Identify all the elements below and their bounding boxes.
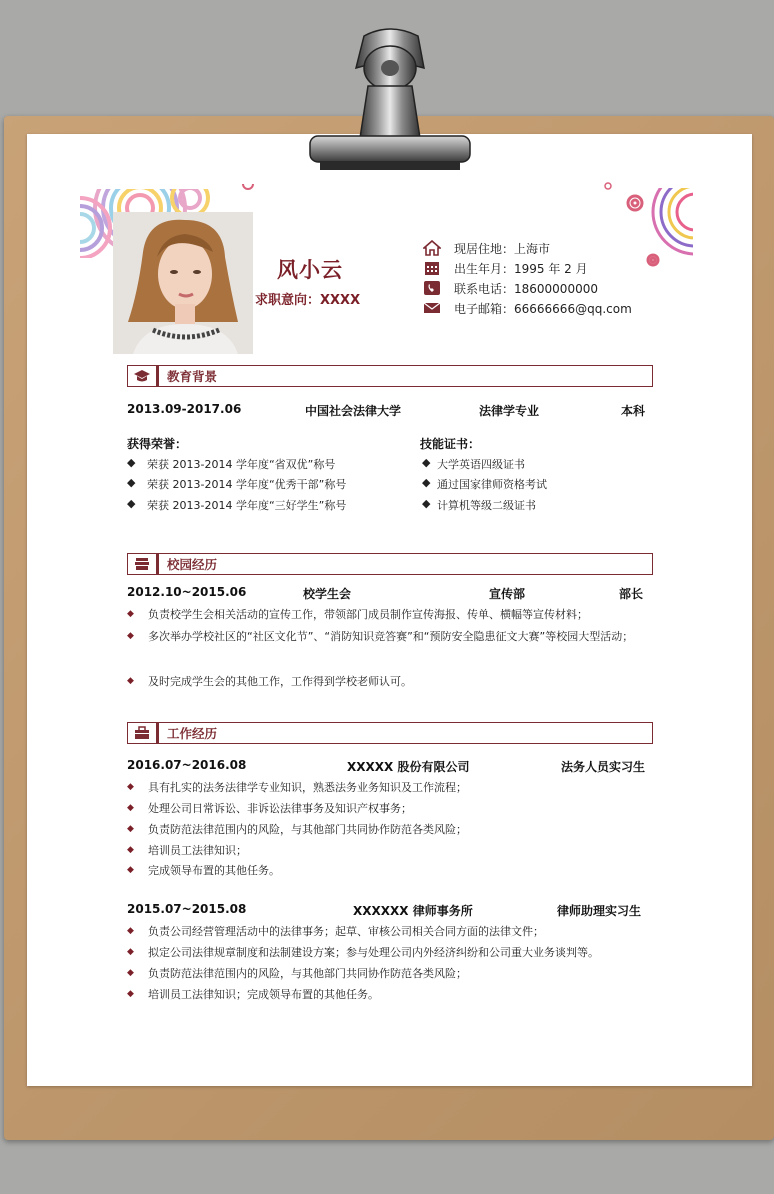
decorative-dot-icon <box>600 178 616 194</box>
section-header-work <box>127 722 653 744</box>
phone-icon <box>423 280 441 296</box>
skill-item: ◆ 通过国家律师资格考试 <box>422 476 547 491</box>
campus-role: 部长 <box>619 587 644 601</box>
job-role: 法务人员实习生 <box>561 760 646 774</box>
honor-item: ◆ 荣获 2013-2014 学年度“省双优”称号 <box>127 456 336 471</box>
contact-row-birth <box>423 258 632 278</box>
education-school: 中国社会法律大学 <box>305 404 402 418</box>
skill-item: ◆ 大学英语四级证书 <box>422 456 525 471</box>
job-item: ◆ 负责防范法律范围内的风险，与其他部门共同协作防范各类风险； <box>127 967 467 980</box>
honors-title: 获得荣誉： <box>127 437 188 451</box>
job-item: ◆ 负责防范法律范围内的风险，与其他部门共同协作防范各类风险； <box>127 823 467 836</box>
binder-clip-icon <box>306 28 474 178</box>
job-item: ◆ 培训员工法律知识； <box>127 844 247 857</box>
decorative-circles-right <box>623 188 693 268</box>
section-header-campus <box>127 553 653 575</box>
skill-item: ◆ 计算机等级二级证书 <box>422 497 536 512</box>
section-title-campus: 校园经历 <box>167 557 218 572</box>
mail-icon <box>423 300 441 316</box>
books-icon <box>134 557 150 571</box>
section-header-education <box>127 365 653 387</box>
decorative-dot-icon <box>240 184 256 192</box>
education-degree: 本科 <box>621 404 646 418</box>
campus-item: ◆ 负责校学生会相关活动的宣传工作，带领部门成员制作宣传海报、传单、横幅等宣传材料； <box>127 608 588 621</box>
profile-photo <box>113 212 253 354</box>
honor-item: ◆ 荣获 2013-2014 学年度“优秀干部”称号 <box>127 476 347 491</box>
job-company: XXXXXX 律师事务所 <box>353 904 473 918</box>
home-icon <box>423 240 441 256</box>
candidate-name: 风小云 <box>277 258 343 282</box>
resume-paper <box>27 134 752 1086</box>
job-item: ◆ 处理公司日常诉讼、非诉讼法律事务及知识产权事务； <box>127 802 412 815</box>
campus-period: 2012.10~2015.06 <box>127 585 247 599</box>
section-title-education: 教育背景 <box>167 369 218 384</box>
contact-phone: 联系电话：18600000000 <box>454 281 598 296</box>
job-item: ◆ 负责公司经营管理活动中的法律事务；起草、审核公司相关合同方面的法律文件； <box>127 925 544 938</box>
contact-row-phone <box>423 278 632 298</box>
job-item: ◆ 拟定公司法律规章制度和法制建设方案；参与处理公司内外经济纠纷和公司重大业务谈判等。 <box>127 946 599 959</box>
education-major: 法律学专业 <box>479 404 540 418</box>
campus-item: ◆ 及时完成学生会的其他工作，工作得到学校老师认可。 <box>127 675 412 688</box>
contact-address: 现居住地：上海市 <box>454 241 551 256</box>
contact-info <box>423 238 632 318</box>
campus-item: ◆ 多次举办学校社区的“社区文化节”、“消防知识竞答赛”和“预防安全隐患征文大赛”等校园大型活动； <box>127 630 634 643</box>
campus-dept: 宣传部 <box>489 587 526 601</box>
campus-org: 校学生会 <box>303 587 352 601</box>
job-item: ◆ 培训员工法律知识；完成领导布置的其他任务。 <box>127 988 379 1001</box>
contact-row-address <box>423 238 632 258</box>
section-title-work: 工作经历 <box>167 726 218 741</box>
contact-email: 电子邮箱：66666666@qq.com <box>454 301 632 316</box>
job-item: ◆ 完成领导布置的其他任务。 <box>127 864 280 877</box>
honor-item: ◆ 荣获 2013-2014 学年度“三好学生”称号 <box>127 497 347 512</box>
job-role: 律师助理实习生 <box>557 904 642 918</box>
job-intent: 求职意向：XXXX <box>255 293 361 308</box>
contact-row-email <box>423 298 632 318</box>
job-period: 2015.07~2015.08 <box>127 902 247 916</box>
briefcase-icon <box>134 726 150 740</box>
calendar-icon <box>423 260 441 276</box>
contact-birth: 出生年月：1995 年 2 月 <box>454 261 588 276</box>
education-period: 2013.09-2017.06 <box>127 402 242 416</box>
job-company: XXXXX 股份有限公司 <box>347 760 470 774</box>
job-period: 2016.07~2016.08 <box>127 758 247 772</box>
graduation-cap-icon <box>133 369 151 383</box>
job-item: ◆ 具有扎实的法务法律学专业知识，熟悉法务业务知识及工作流程； <box>127 781 467 794</box>
skills-title: 技能证书： <box>420 437 481 451</box>
